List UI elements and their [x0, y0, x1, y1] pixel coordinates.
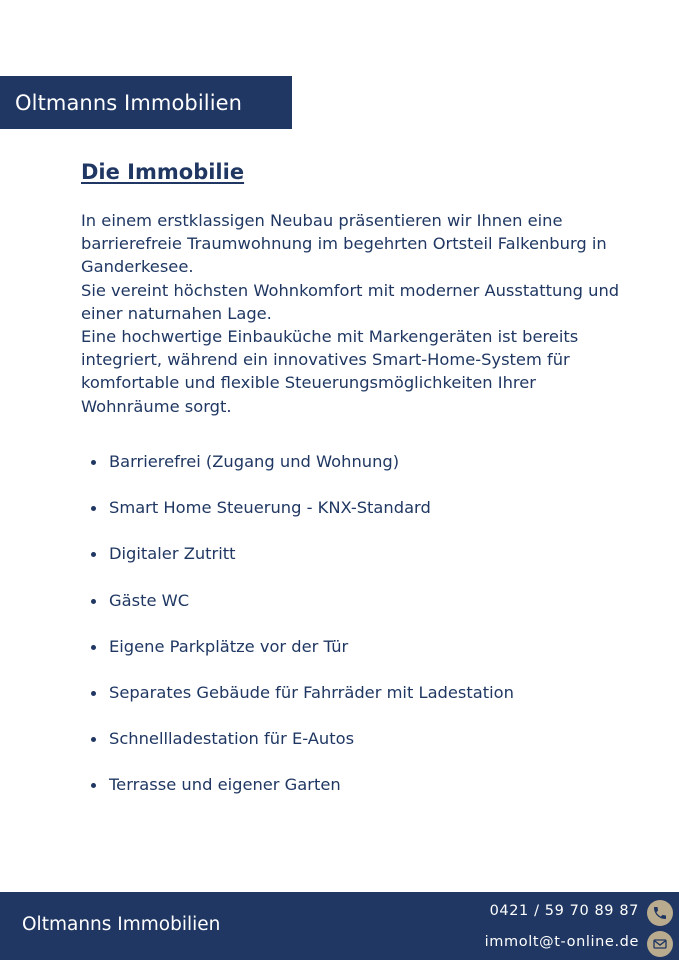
mail-icon[interactable]: [647, 931, 673, 957]
header-brand-bar: [0, 76, 292, 129]
section-title: Die Immobilie: [81, 160, 245, 184]
phone-icon-glyph: [652, 905, 668, 921]
footer-brand-name: Oltmanns Immobilien: [22, 914, 221, 935]
header-brand-name: Oltmanns Immobilien: [15, 90, 243, 115]
feature-item: Barrierefrei (Zugang und Wohnung): [81, 450, 514, 496]
description-paragraph: Sie vereint höchsten Wohnkomfort mit moderner Ausstattung und einer naturnahen Lage.: [81, 280, 620, 323]
feature-item: Separates Gebäude für Fahrräder mit Ladestation: [81, 681, 514, 727]
footer-phone[interactable]: 0421 / 59 70 89 87: [489, 903, 639, 919]
phone-icon[interactable]: [647, 900, 673, 926]
feature-item: Smart Home Steuerung - KNX-Standard: [81, 496, 514, 542]
feature-list: [81, 450, 514, 820]
mail-icon-glyph: [652, 936, 668, 952]
feature-item: Digitaler Zutritt: [81, 542, 514, 588]
feature-item: Eigene Parkplätze vor der Tür: [81, 635, 514, 681]
footer-email[interactable]: immolt@t-online.de: [484, 934, 639, 950]
footer: [0, 892, 679, 960]
description-paragraph: In einem erstklassigen Neubau präsentieren wir Ihnen eine barrierefreie Traumwohnung im begehrten Ortsteil Falkenburg in Ganderkesee.: [81, 211, 607, 277]
feature-item: Gäste WC: [81, 589, 514, 635]
property-description: [81, 209, 621, 418]
feature-item: Schnellladestation für E-Autos: [81, 727, 514, 773]
feature-item: Terrasse und eigener Garten: [81, 773, 514, 819]
description-paragraph: Eine hochwertige Einbauküche mit Markengeräten ist bereits integriert, während ein innovatives Smart-Home-System für komfortable und flexible Steuerungsmöglichkeiten Ihrer Wohnräume sorgt.: [81, 327, 579, 416]
